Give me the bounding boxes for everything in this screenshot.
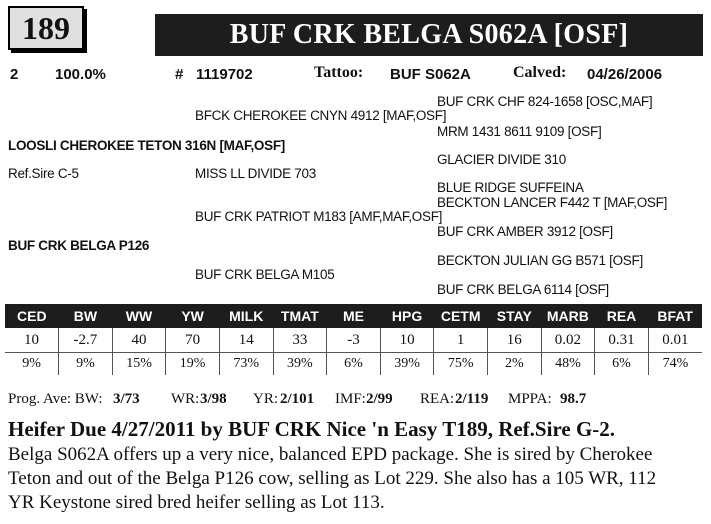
pedigree-sire-sire: BFCK CHEROKEE CNYN 4912 [MAF,OSF]	[195, 108, 447, 123]
pedigree-sds: GLACIER DIVIDE 310	[437, 152, 566, 167]
animal-name: BUF CRK BELGA S062A [OSF]	[155, 14, 703, 56]
epd-value: 0.01	[648, 328, 702, 353]
epd-value: 10	[5, 328, 59, 353]
calved-label: Calved:	[513, 64, 567, 81]
tattoo-label: Tattoo:	[314, 64, 364, 81]
epd-header-row	[5, 304, 702, 328]
epd-percentile: 15%	[112, 353, 166, 376]
epd-header: TMAT	[273, 304, 327, 328]
epd-header: CETM	[434, 304, 488, 328]
calved-value: 04/26/2006	[587, 66, 663, 83]
epd-header: YW	[166, 304, 220, 328]
pedigree-dds: BECKTON JULIAN GG B571 [OSF]	[437, 253, 643, 268]
epd-value: 33	[273, 328, 327, 353]
epd-percentile-row	[5, 353, 702, 376]
epd-percentile: 75%	[434, 353, 488, 376]
epd-value: 16	[487, 328, 541, 353]
epd-header: BFAT	[648, 304, 702, 328]
epd-value: 70	[166, 328, 220, 353]
epd-percentile: 74%	[662, 356, 689, 371]
progeny-label: Prog. Ave: BW:	[8, 391, 103, 407]
progeny-imf: 2/99	[366, 391, 393, 407]
epd-percentile: 39%	[380, 353, 434, 376]
epd-header: MARB	[541, 304, 595, 328]
lot-number: 189	[8, 6, 84, 50]
epd-percentile: 39%	[273, 353, 327, 376]
pedigree-ssd: MRM 1431 8611 9109 [OSF]	[437, 124, 602, 139]
pedigree-dam-sire: BUF CRK PATRIOT M183 [AMF,MAF,OSF]	[195, 209, 443, 224]
progeny-mppa-label: MPPA:	[508, 391, 552, 407]
epd-header: MILK	[219, 304, 273, 328]
pedigree-sire-ref: Ref.Sire C-5	[8, 166, 79, 181]
epd-percentile: 6%	[595, 353, 649, 376]
progeny-yr: 2/101	[280, 391, 315, 407]
epd-percentile: 6%	[327, 353, 381, 376]
description-line: Belga S062A offers up a very nice, balanced EPD package. She is sired by Cherokee	[8, 444, 653, 465]
progeny-wr-label: WR:	[171, 391, 200, 407]
epd-value: 1	[434, 328, 488, 353]
epd-header: ME	[327, 304, 381, 328]
progeny-yr-label: YR:	[253, 391, 279, 407]
epd-percentile: 73%	[219, 353, 273, 376]
description-line: Teton and out of the Belga P126 cow, selling as Lot 229. She also has a 105 WR, 112	[8, 468, 657, 489]
pedigree-sdd: BLUE RIDGE SUFFEINA	[437, 180, 584, 195]
epd-percentile: 2%	[487, 353, 541, 376]
pedigree-sss: BUF CRK CHF 824-1658 [OSC,MAF]	[437, 94, 653, 109]
epd-header: STAY	[487, 304, 541, 328]
progeny-averages	[8, 391, 708, 411]
epd-value: 40	[112, 328, 166, 353]
description-line: YR Keystone sired bred heifer selling as Lot 113.	[8, 492, 385, 513]
heifer-due-line: Heifer Due 4/27/2011 by BUF CRK Nice 'n Easy T189, Ref.Sire G-2.	[8, 417, 616, 441]
epd-header: HPG	[380, 304, 434, 328]
epd-percentile: 9%	[5, 353, 59, 376]
tattoo-value: BUF S062A	[390, 66, 471, 83]
progeny-bw: 3/73	[113, 391, 140, 407]
epd-value: -3	[327, 328, 381, 353]
pedigree-sire-dam: MISS LL DIVIDE 703	[195, 166, 316, 181]
epd-table	[5, 304, 702, 375]
progeny-rea: 2/119	[455, 391, 489, 407]
info-number: 2	[10, 66, 19, 83]
pedigree-dsd: BUF CRK AMBER 3912 [OSF]	[437, 224, 613, 239]
info-percent: 100.0%	[55, 66, 106, 83]
progeny-imf-label: IMF:	[335, 391, 366, 407]
reg-number: 1119702	[196, 66, 253, 83]
epd-header: CED	[5, 304, 59, 328]
epd-value: -2.7	[59, 328, 113, 353]
pedigree-ddd: BUF CRK BELGA 6114 [OSF]	[437, 282, 609, 297]
pedigree-dam-dam: BUF CRK BELGA M105	[195, 267, 335, 282]
epd-percentile: 9%	[59, 353, 113, 376]
epd-percentile: 48%	[541, 353, 595, 376]
description	[8, 443, 708, 515]
epd-value: 0.02	[541, 328, 595, 353]
pedigree-dss: BECKTON LANCER F442 T [MAF,OSF]	[437, 195, 668, 210]
epd-value: 14	[219, 328, 273, 353]
epd-values-row	[5, 328, 702, 353]
pedigree-sire: LOOSLI CHEROKEE TETON 316N [MAF,OSF]	[8, 138, 285, 153]
progeny-rea-label: REA:	[420, 391, 455, 407]
epd-header: REA	[595, 304, 649, 328]
reg-label: #	[175, 66, 184, 83]
epd-header: WW	[112, 304, 166, 328]
epd-header: BW	[59, 304, 113, 328]
pedigree-dam: BUF CRK BELGA P126	[8, 238, 150, 253]
epd-value: 10	[380, 328, 434, 353]
progeny-mppa: 98.7	[560, 391, 587, 407]
epd-percentile: 19%	[166, 353, 220, 376]
epd-value: 0.31	[595, 328, 649, 353]
progeny-wr: 3/98	[200, 391, 227, 407]
